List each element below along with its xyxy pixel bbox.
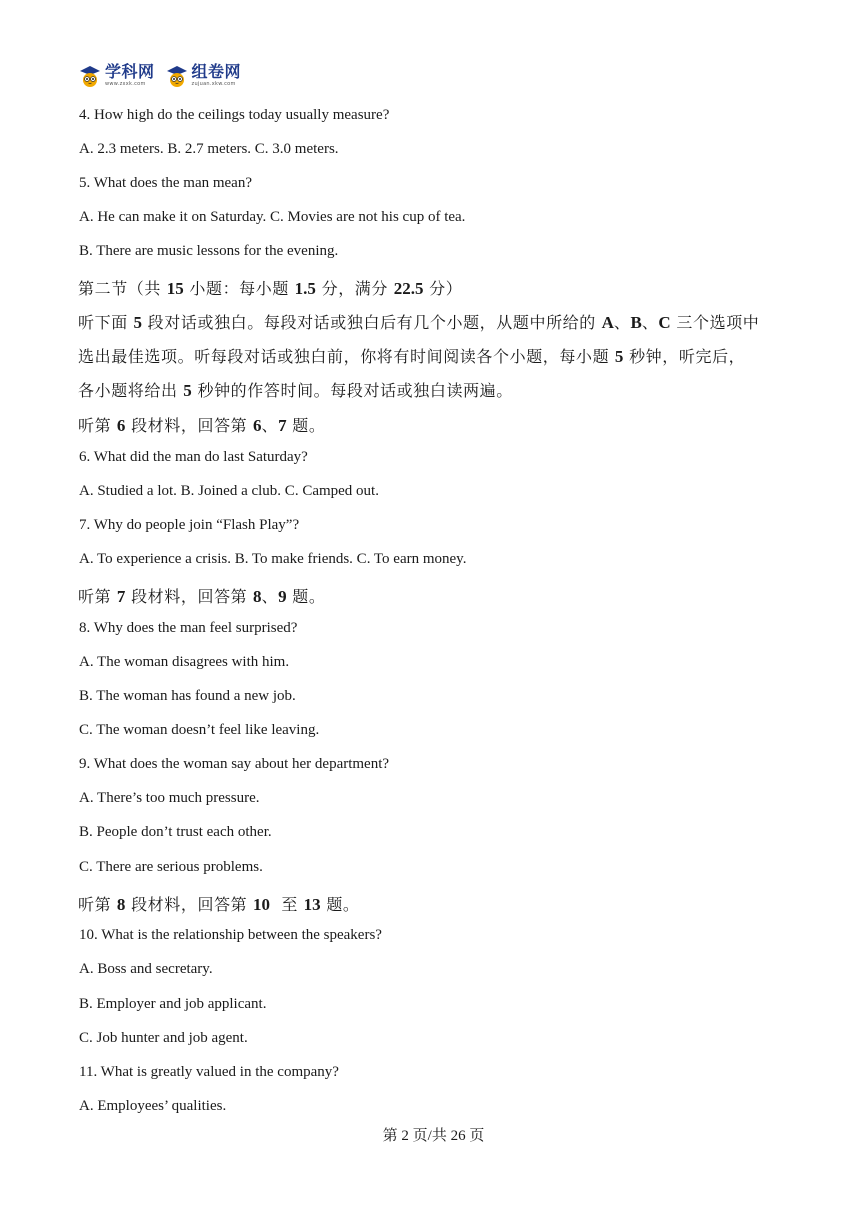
question-10: 10. What is the relationship between the speakers?: [79, 927, 382, 943]
page-number: 第 2 页/共 26 页: [382, 1128, 485, 1144]
section-2-instructions-line2: 选出最佳选项。听每段对话或独白前，你将有时间阅读各个小题，每小题 5 秒钟，听完后，: [78, 347, 746, 366]
question-9-option-a: A. There’s too much pressure.: [79, 790, 260, 806]
question-8-option-c: C. The woman doesn’t feel like leaving.: [79, 722, 320, 738]
question-9: 9. What does the woman say about her department?: [79, 756, 390, 772]
question-11: 11. What is greatly valued in the company?: [79, 1064, 339, 1080]
question-8: 8. Why does the man feel surprised?: [79, 620, 298, 636]
question-5-options-ac: A. He can make it on Saturday. C. Movies are not his cup of tea.: [79, 209, 466, 225]
section-2-heading: 第二节（共 15 小题：每小题 1.5 分，满分 22.5 分）: [78, 279, 463, 298]
zujuan-logo-name: 组卷网: [191, 62, 242, 81]
question-7: 7. Why do people join “Flash Play”?: [79, 517, 300, 533]
question-11-option-a: A. Employees’ qualities.: [79, 1098, 227, 1114]
section-2-instructions-line1: 听下面 5 段对话或独白。每段对话或独白后有几个小题，从题中所给的 A、B、C 三个选项中: [78, 313, 760, 332]
question-5-option-b: B. There are music lessons for the evening.: [79, 243, 339, 259]
material-7-heading: 听第 7 段材料，回答第 8、9 题。: [78, 587, 326, 606]
material-6-heading: 听第 6 段材料，回答第 6、7 题。: [78, 416, 326, 435]
question-8-option-b: B. The woman has found a new job.: [79, 688, 296, 704]
question-10-option-c: C. Job hunter and job agent.: [79, 1030, 248, 1046]
question-9-option-b: B. People don’t trust each other.: [79, 824, 272, 840]
header-logos: [78, 64, 241, 92]
zujuan-logo-url: zujuan.xkw.com: [191, 81, 236, 87]
zxxk-logo: [78, 64, 155, 88]
material-8-heading: 听第 8 段材料，回答第 10 至 13 题。: [78, 895, 360, 914]
question-8-option-a: A. The woman disagrees with him.: [79, 654, 290, 670]
owl-mascot-icon: [78, 64, 102, 88]
question-4: 4. How high do the ceilings today usually measure?: [79, 107, 390, 123]
owl-mascot-icon: [165, 64, 189, 88]
question-5: 5. What does the man mean?: [79, 175, 252, 191]
question-6: 6. What did the man do last Saturday?: [79, 449, 308, 465]
zxxk-logo-name: 学科网: [105, 62, 155, 81]
question-10-option-b: B. Employer and job applicant.: [79, 996, 267, 1012]
question-9-option-c: C. There are serious problems.: [79, 859, 263, 875]
question-4-options: A. 2.3 meters. B. 2.7 meters. C. 3.0 meters.: [79, 141, 339, 157]
zxxk-logo-url: www.zxxk.com: [105, 81, 146, 87]
question-10-option-a: A. Boss and secretary.: [79, 961, 213, 977]
question-6-options: A. Studied a lot. B. Joined a club. C. Camped out.: [79, 483, 379, 499]
section-2-instructions-line3: 各小题将给出 5 秒钟的作答时间。每段对话或独白读两遍。: [78, 381, 513, 400]
zujuan-logo: [165, 64, 242, 88]
question-7-options: A. To experience a crisis. B. To make friends. C. To earn money.: [79, 551, 467, 567]
